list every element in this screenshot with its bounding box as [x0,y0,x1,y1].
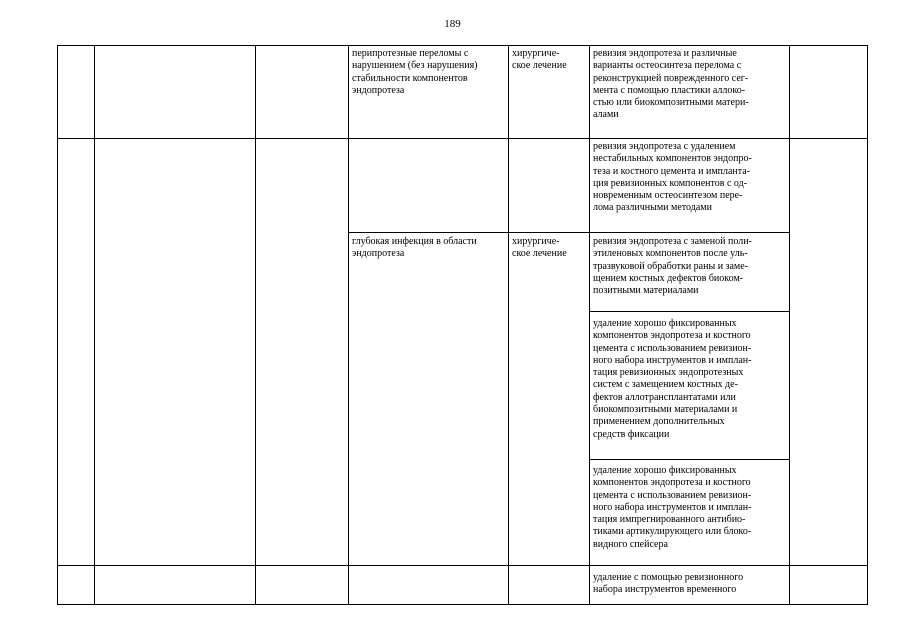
method-cell: удаление хорошо фиксированных компонентов эндопротеза и костного цемента с использованием ревизион- ного набора инструментов и имплан- тация импрегнированного антибио- тиками артикулирующего или блоко- видного спейсера [593,465,752,550]
table-border-left [57,45,58,605]
row-divider [589,459,789,460]
row-divider [57,138,868,139]
page-number: 189 [444,18,461,30]
method-cell: удаление хорошо фиксированных компонентов эндопротеза и костного цемента с использованием ревизион- ного набора инструментов и имплан- тация ревизионных эндопротезных систем с замещением костных де- фектов аллотрансплантатами или биокомпозитными материалами и применением дополнительных средств фиксации [593,318,752,440]
column-divider [508,45,509,605]
method-cell: ревизия эндопротеза с заменой поли- этиленовых компонентов после уль- тразвуковой обработки раны и заме- щением костных дефектов биоком- позитными материалами [593,236,752,297]
row-divider [348,232,789,233]
table-border-right [867,45,868,605]
row-divider [589,311,789,312]
method-cell: ревизия эндопротеза и различные варианты остеосинтеза перелома с реконструкцией поврежденного сег- мента с помощью пластики аллоко- стью или биокомпозитными матери- алами [593,48,749,121]
column-divider [589,45,590,605]
treatment-type-cell: хирургиче- ское лечение [512,236,567,260]
column-divider [348,45,349,605]
column-divider [94,45,95,605]
condition-cell: глубокая инфекция в области эндопротеза [352,236,477,260]
method-cell: удаление с помощью ревизионного набора инструментов временного [593,572,744,596]
row-divider [57,565,868,566]
table-border-top [57,45,868,46]
condition-cell: перипротезные переломы с нарушением (без нарушения) стабильности компонентов эндопротеза [352,48,478,96]
table-border-bottom [57,604,868,605]
treatment-type-cell: хирургиче- ское лечение [512,48,567,72]
method-cell: ревизия эндопротеза с удалением нестабильных компонентов эндопро- теза и костного цемента и импланта- ция ревизионных компонентов с од- новременным остеосинтезом пере- лома различными методами [593,141,752,214]
column-divider [789,45,790,605]
column-divider [255,45,256,605]
